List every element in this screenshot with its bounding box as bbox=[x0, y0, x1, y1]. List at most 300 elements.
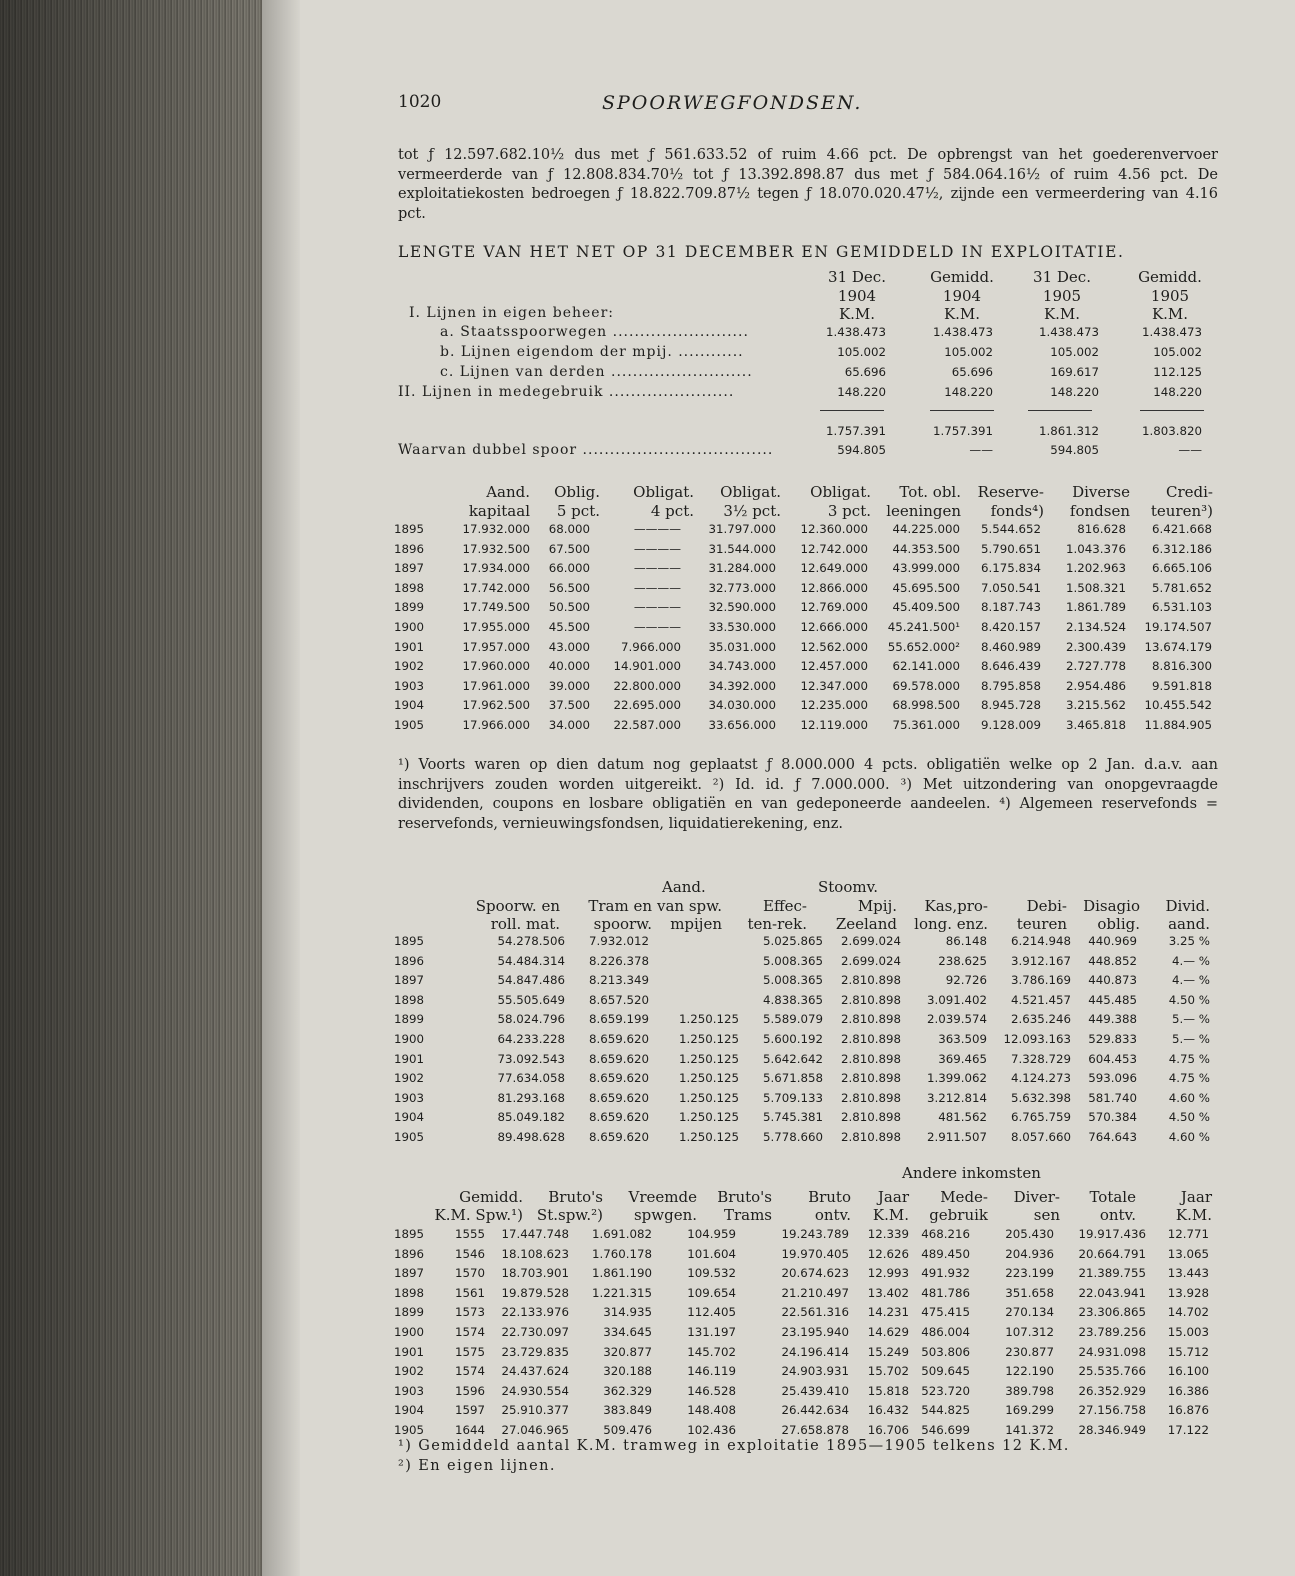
fin1-cell: 67.500 bbox=[548, 541, 590, 556]
fin1-cell: 1.202.963 bbox=[1065, 561, 1126, 576]
income-header: Trams bbox=[723, 1206, 772, 1224]
sum-rule bbox=[820, 410, 884, 411]
fin2-cell: 64.233.228 bbox=[497, 1032, 565, 1046]
fin2-header: mpijen bbox=[670, 915, 722, 933]
income-header: Bruto's bbox=[548, 1188, 603, 1206]
income-cell: 1.221.315 bbox=[591, 1285, 652, 1300]
fin1-cell: 3.465.818 bbox=[1065, 718, 1126, 732]
income-cell: 509.476 bbox=[603, 1423, 652, 1437]
fin2-cell: 1.250.125 bbox=[678, 1110, 739, 1125]
fin1-cell: 44.353.500 bbox=[892, 541, 960, 556]
fin1-cell: 7.966.000 bbox=[620, 639, 681, 654]
fin2-cell: 4.838.365 bbox=[762, 992, 823, 1007]
fin2-cell: 8.659.620 bbox=[588, 1071, 649, 1086]
fin1-cell: 17.960.000 bbox=[462, 659, 530, 674]
fin1-header: Aand. bbox=[486, 483, 530, 501]
fin1-cell: 6.312.186 bbox=[1151, 541, 1212, 556]
income-cell: 17.447.748 bbox=[501, 1227, 569, 1241]
fin2-cell: 4.60 % bbox=[1168, 1130, 1210, 1144]
fin1-cell: 14.901.000 bbox=[613, 659, 681, 674]
income-header: ontv. bbox=[814, 1206, 851, 1224]
double-track-value: 594.805 bbox=[1050, 443, 1099, 457]
income-cell: 27.156.758 bbox=[1078, 1403, 1146, 1418]
income-cell: 27.658.878 bbox=[781, 1423, 849, 1437]
fin2-cell: 481.562 bbox=[938, 1110, 987, 1125]
fin1-cell: 13.674.179 bbox=[1144, 639, 1212, 654]
fin2-cell: 2.810.898 bbox=[840, 1051, 901, 1066]
fin1-cell: 45.695.500 bbox=[892, 580, 960, 595]
fin1-header: kapitaal bbox=[468, 502, 530, 520]
income-cell: 17.122 bbox=[1167, 1423, 1209, 1437]
length-cell: 148.220 bbox=[1153, 385, 1202, 399]
fin2-header: Zeeland bbox=[835, 915, 897, 933]
length-cell: 169.617 bbox=[1050, 365, 1099, 379]
income-cell: 26.352.929 bbox=[1078, 1383, 1146, 1398]
fin1-cell: 5.544.652 bbox=[980, 522, 1041, 536]
fin1-header: Diverse bbox=[1072, 483, 1130, 501]
fin1-year: 1902 bbox=[394, 659, 425, 674]
fin1-cell: 66.000 bbox=[548, 561, 590, 576]
fin2-header: ten-rek. bbox=[747, 915, 807, 933]
fin2-cell: 4.50 % bbox=[1168, 992, 1210, 1007]
income-header: ontv. bbox=[1099, 1206, 1136, 1224]
fin2-cell: 2.039.574 bbox=[926, 1012, 987, 1027]
fin2-year: 1895 bbox=[394, 934, 425, 948]
income-cell: 13.443 bbox=[1167, 1266, 1209, 1281]
fin2-cell: 8.659.620 bbox=[588, 1130, 649, 1144]
length-cell: 1.438.473 bbox=[1141, 325, 1202, 339]
income-cell: 22.561.316 bbox=[781, 1305, 849, 1320]
fin2-cell: 2.699.024 bbox=[840, 934, 901, 948]
fin1-cell: 5.781.652 bbox=[1151, 580, 1212, 595]
income-cell: 489.450 bbox=[921, 1246, 970, 1261]
income-cell: 23.729.835 bbox=[501, 1344, 569, 1359]
income-cell: 24.196.414 bbox=[781, 1344, 849, 1359]
income-cell: 21.389.755 bbox=[1078, 1266, 1146, 1281]
fin1-cell: 17.966.000 bbox=[462, 718, 530, 732]
fin1-cell: 12.649.000 bbox=[800, 561, 868, 576]
fin2-cell: 8.057.660 bbox=[1010, 1130, 1071, 1144]
income-cell: 146.119 bbox=[687, 1364, 736, 1379]
fin2-cell: 12.093.163 bbox=[1003, 1032, 1071, 1046]
fin1-cell: 31.544.000 bbox=[708, 541, 776, 556]
fin1-cell: 11.884.905 bbox=[1144, 718, 1212, 732]
fin1-cell: 45.241.500¹ bbox=[887, 620, 960, 634]
fin2-cell: 92.726 bbox=[945, 973, 987, 988]
income-header: Totale bbox=[1089, 1188, 1136, 1206]
income-cell: 22.133.976 bbox=[501, 1305, 569, 1320]
sum-rule bbox=[1028, 410, 1092, 411]
fin1-cell: ———— bbox=[633, 541, 681, 556]
fin1-cell: 8.795.858 bbox=[980, 678, 1041, 693]
income-cell: 12.339 bbox=[867, 1227, 909, 1241]
fin1-cell: 34.392.000 bbox=[708, 678, 776, 693]
fin2-year: 1905 bbox=[394, 1130, 425, 1144]
fin1-year: 1898 bbox=[394, 580, 425, 595]
fin2-cell: 2.810.898 bbox=[840, 1032, 901, 1046]
length-col-header: 1904 bbox=[837, 287, 877, 305]
fin1-cell: ———— bbox=[633, 620, 681, 634]
fin2-cell: 8.659.620 bbox=[588, 1110, 649, 1125]
income-cell: 20.674.623 bbox=[781, 1266, 849, 1281]
income-cell: 16.100 bbox=[1167, 1364, 1209, 1379]
fin2-header: Spoorw. en bbox=[475, 897, 560, 915]
income-cell: 1.861.190 bbox=[591, 1266, 652, 1281]
fin1-cell: 33.656.000 bbox=[708, 718, 776, 732]
fin1-cell: 50.500 bbox=[548, 600, 590, 615]
fin1-year: 1903 bbox=[394, 678, 425, 693]
income-header: K.M. bbox=[1175, 1206, 1212, 1224]
income-cell: 503.806 bbox=[921, 1344, 970, 1359]
fin2-cell: 5.008.365 bbox=[762, 973, 823, 988]
income-year: 1902 bbox=[394, 1364, 425, 1379]
income-cell: 14.231 bbox=[867, 1305, 909, 1320]
fin1-cell: 1.043.376 bbox=[1065, 541, 1126, 556]
fin1-header: 3 pct. bbox=[827, 502, 871, 520]
fin1-cell: 34.000 bbox=[548, 718, 590, 732]
fin2-cell: 6.214.948 bbox=[1010, 934, 1071, 948]
fin1-cell: 6.531.103 bbox=[1151, 600, 1212, 615]
income-year: 1896 bbox=[394, 1246, 425, 1261]
fin2-cell: 2.810.898 bbox=[840, 1130, 901, 1144]
fin1-header: fondsen bbox=[1069, 502, 1130, 520]
fin1-cell: 12.742.000 bbox=[800, 541, 868, 556]
length-col-header: K.M. bbox=[838, 305, 876, 323]
fin1-cell: 8.945.728 bbox=[980, 698, 1041, 713]
fin1-year: 1905 bbox=[394, 718, 425, 732]
income-cell: 19.879.528 bbox=[501, 1285, 569, 1300]
fin1-cell: 9.128.009 bbox=[980, 718, 1041, 732]
fin1-year: 1897 bbox=[394, 561, 425, 576]
income-cell: 362.329 bbox=[603, 1383, 652, 1398]
fin1-cell: 6.421.668 bbox=[1151, 522, 1212, 536]
fin1-header: 5 pct. bbox=[556, 502, 600, 520]
length-col-header: 1905 bbox=[1042, 287, 1082, 305]
fin1-cell: 55.652.000² bbox=[887, 639, 960, 654]
fin1-cell: 6.665.106 bbox=[1151, 561, 1212, 576]
length-cell: 1.438.473 bbox=[825, 325, 886, 339]
fin2-cell: 5.642.642 bbox=[762, 1051, 823, 1066]
length-cell: 1.438.473 bbox=[932, 325, 993, 339]
aand-header: Aand. bbox=[662, 878, 706, 896]
fin2-cell: 81.293.168 bbox=[497, 1090, 565, 1105]
fin2-cell: 2.911.507 bbox=[926, 1130, 987, 1144]
fin1-cell: ———— bbox=[633, 600, 681, 615]
fin2-cell: 85.049.182 bbox=[497, 1110, 565, 1125]
fin2-cell: 54.847.486 bbox=[497, 973, 565, 988]
fin1-cell: 2.727.778 bbox=[1065, 659, 1126, 674]
fin2-cell: 2.810.898 bbox=[840, 1090, 901, 1105]
income-cell: 14.629 bbox=[867, 1325, 909, 1339]
fin2-cell: 764.643 bbox=[1088, 1130, 1137, 1144]
fin1-cell: 40.000 bbox=[548, 659, 590, 674]
income-cell: 145.702 bbox=[687, 1344, 736, 1359]
income-header: K.M. bbox=[872, 1206, 909, 1224]
income-year: 1903 bbox=[394, 1383, 425, 1398]
length-total: 1.803.820 bbox=[1141, 424, 1202, 438]
income-cell: 18.703.901 bbox=[501, 1266, 569, 1281]
fin1-cell: 34.743.000 bbox=[708, 659, 776, 674]
income-header: Jaar bbox=[1180, 1188, 1212, 1206]
fin2-cell: 73.092.543 bbox=[497, 1051, 565, 1066]
fin1-cell: 44.225.000 bbox=[892, 522, 960, 536]
income-cell: 14.702 bbox=[1167, 1305, 1209, 1320]
income-cell: 101.604 bbox=[687, 1246, 736, 1261]
fin1-cell: 45.500 bbox=[548, 620, 590, 634]
income-cell: 1573 bbox=[454, 1305, 485, 1320]
income-cell: 270.134 bbox=[1005, 1305, 1054, 1320]
fin2-year: 1903 bbox=[394, 1090, 425, 1105]
fin1-cell: 8.187.743 bbox=[980, 600, 1041, 615]
fin2-cell: 4.60 % bbox=[1168, 1090, 1210, 1105]
fin2-cell: 4.— % bbox=[1171, 973, 1210, 988]
income-cell: 27.046.965 bbox=[501, 1423, 569, 1437]
income-cell: 16.706 bbox=[867, 1423, 909, 1437]
fin2-cell: 604.453 bbox=[1088, 1051, 1137, 1066]
fin1-cell: 17.932.000 bbox=[462, 522, 530, 536]
fin1-year: 1895 bbox=[394, 522, 425, 536]
fin1-header: leeningen bbox=[886, 502, 961, 520]
fin2-cell: 8.657.520 bbox=[588, 992, 649, 1007]
length-total: 1.757.391 bbox=[932, 424, 993, 438]
group-label: I. Lijnen in eigen beheer: bbox=[409, 305, 614, 321]
fin1-cell: 7.050.541 bbox=[980, 580, 1041, 595]
income-cell: 13.928 bbox=[1167, 1285, 1209, 1300]
income-cell: 23.789.256 bbox=[1078, 1325, 1146, 1339]
fin2-header: roll. mat. bbox=[490, 915, 560, 933]
income-header: Gemidd. bbox=[459, 1188, 523, 1206]
income-header: Diver- bbox=[1013, 1188, 1060, 1206]
fin2-cell: 1.250.125 bbox=[678, 1032, 739, 1046]
income-cell: 25.910.377 bbox=[501, 1403, 569, 1418]
fin2-cell: 2.810.898 bbox=[840, 1012, 901, 1027]
length-total: 1.757.391 bbox=[825, 424, 886, 438]
fin2-header: Disagio bbox=[1083, 897, 1140, 915]
fin1-cell: 17.957.000 bbox=[462, 639, 530, 654]
fin1-cell: 12.119.000 bbox=[800, 718, 868, 732]
length-cell: 105.002 bbox=[944, 345, 993, 359]
income-cell: 131.197 bbox=[687, 1325, 736, 1339]
income-cell: 15.249 bbox=[867, 1344, 909, 1359]
income-cell: 15.818 bbox=[867, 1383, 909, 1398]
income-year: 1905 bbox=[394, 1423, 425, 1437]
double-track-value: —— bbox=[1178, 443, 1202, 457]
fin1-cell: 17.934.000 bbox=[462, 561, 530, 576]
income-cell: 12.993 bbox=[867, 1266, 909, 1281]
fin2-header: spoorw. bbox=[593, 915, 652, 933]
fin1-cell: ———— bbox=[633, 522, 681, 536]
fin2-cell: 2.699.024 bbox=[840, 953, 901, 968]
fin2-cell: 2.810.898 bbox=[840, 992, 901, 1007]
fin2-cell: 5.025.865 bbox=[762, 934, 823, 948]
fin2-cell: 8.659.620 bbox=[588, 1032, 649, 1046]
length-row-label: c. Lijnen van derden .......................... bbox=[440, 364, 753, 380]
fin2-cell: 363.509 bbox=[938, 1032, 987, 1046]
income-cell: 25.439.410 bbox=[781, 1383, 849, 1398]
length-cell: 105.002 bbox=[837, 345, 886, 359]
fin1-header: 3½ pct. bbox=[723, 502, 781, 520]
fin2-cell: 8.226.378 bbox=[588, 953, 649, 968]
income-header: gebruik bbox=[929, 1206, 988, 1224]
income-cell: 24.931.098 bbox=[1078, 1344, 1146, 1359]
length-col-header: Gemidd. bbox=[930, 268, 994, 286]
income-cell: 102.436 bbox=[687, 1423, 736, 1437]
fin2-cell: 2.810.898 bbox=[840, 1110, 901, 1125]
fin1-cell: 1.508.321 bbox=[1065, 580, 1126, 595]
income-cell: 509.645 bbox=[921, 1364, 970, 1379]
fin1-cell: 10.455.542 bbox=[1144, 698, 1212, 713]
income-cell: 148.408 bbox=[687, 1403, 736, 1418]
fin2-year: 1899 bbox=[394, 1012, 425, 1027]
fin1-cell: 12.235.000 bbox=[800, 698, 868, 713]
length-cell: 65.696 bbox=[844, 365, 886, 379]
fin2-cell: 5.745.381 bbox=[762, 1110, 823, 1125]
length-col-header: K.M. bbox=[943, 305, 981, 323]
income-cell: 334.645 bbox=[603, 1325, 652, 1339]
income-year: 1898 bbox=[394, 1285, 425, 1300]
fin1-cell: 69.578.000 bbox=[892, 678, 960, 693]
length-cell: 148.220 bbox=[944, 385, 993, 399]
fin1-cell: 2.954.486 bbox=[1065, 678, 1126, 693]
fin1-cell: 62.141.000 bbox=[892, 659, 960, 674]
running-title: SPOORWEGFONDSEN. bbox=[602, 92, 863, 114]
fin2-cell: 2.810.898 bbox=[840, 1071, 901, 1086]
length-cell: 105.002 bbox=[1153, 345, 1202, 359]
fin2-cell: 581.740 bbox=[1088, 1090, 1137, 1105]
fin1-cell: 1.861.789 bbox=[1065, 600, 1126, 615]
fin1-cell: 17.749.500 bbox=[462, 600, 530, 615]
fin2-cell: 8.213.349 bbox=[588, 973, 649, 988]
fin1-year: 1896 bbox=[394, 541, 425, 556]
income-cell: 223.199 bbox=[1005, 1266, 1054, 1281]
footnote-eigen-lijnen: ²) En eigen lijnen. bbox=[398, 1458, 556, 1474]
income-year: 1897 bbox=[394, 1266, 425, 1281]
fin2-cell: 5.600.192 bbox=[762, 1032, 823, 1046]
sum-rule bbox=[1140, 410, 1204, 411]
income-header: St.spw.²) bbox=[536, 1206, 603, 1224]
fin2-header: van spw. bbox=[657, 897, 722, 915]
fin2-year: 1902 bbox=[394, 1071, 425, 1086]
fin1-header: Obligat. bbox=[720, 483, 781, 501]
income-cell: 486.004 bbox=[921, 1325, 970, 1339]
income-cell: 146.528 bbox=[687, 1383, 736, 1398]
fin2-cell: 54.484.314 bbox=[497, 953, 565, 968]
fin2-cell: 570.384 bbox=[1088, 1110, 1137, 1125]
income-cell: 25.535.766 bbox=[1078, 1364, 1146, 1379]
fin2-cell: 449.388 bbox=[1088, 1012, 1137, 1027]
length-cell: 1.438.473 bbox=[1038, 325, 1099, 339]
fin1-cell: 32.590.000 bbox=[708, 600, 776, 615]
fin1-cell: 17.961.000 bbox=[462, 678, 530, 693]
income-cell: 320.877 bbox=[603, 1344, 652, 1359]
income-year: 1901 bbox=[394, 1344, 425, 1359]
fin1-cell: 17.955.000 bbox=[462, 620, 530, 634]
fin1-cell: 2.300.439 bbox=[1065, 639, 1126, 654]
fin1-cell: 9.591.818 bbox=[1151, 678, 1212, 693]
fin1-cell: ———— bbox=[633, 561, 681, 576]
footnotes-block: ¹) Voorts waren op dien datum nog geplaatst ƒ 8.000.000 4 pcts. obligatiën welke op 2 Jan. d.a.v. aan inschrijvers zouden worden uitgereikt. ²) Id. id. ƒ 7.000.000. ³) Met uitzondering van onopgevraagde dividenden, coupons en losbare obligatiën en van gedeponeerde aandeelen. ⁴) Algemeen reservefonds = reservefonds, vernieuwingsfondsen, liquidatierekening, enz. bbox=[398, 757, 1218, 832]
fin1-cell: 68.000 bbox=[548, 522, 590, 536]
fin2-cell: 2.810.898 bbox=[840, 973, 901, 988]
fin2-cell: 4.— % bbox=[1171, 953, 1210, 968]
fin1-header: Reserve- bbox=[977, 483, 1044, 501]
book-page-edge bbox=[0, 0, 262, 1576]
income-cell: 23.195.940 bbox=[781, 1325, 849, 1339]
fin1-year: 1901 bbox=[394, 639, 425, 654]
income-cell: 22.730.097 bbox=[501, 1325, 569, 1339]
fin1-cell: 816.628 bbox=[1077, 522, 1126, 536]
fin1-cell: 43.000 bbox=[548, 639, 590, 654]
fin2-cell: 5.671.858 bbox=[762, 1071, 823, 1086]
income-cell: 481.786 bbox=[921, 1285, 970, 1300]
fin1-year: 1904 bbox=[394, 698, 425, 713]
fin1-cell: 32.773.000 bbox=[708, 580, 776, 595]
fin2-cell: 4.50 % bbox=[1168, 1110, 1210, 1125]
fin1-cell: 68.998.500 bbox=[892, 698, 960, 713]
income-cell: 1644 bbox=[454, 1423, 485, 1437]
double-track-value: —— bbox=[969, 443, 993, 457]
fin2-year: 1904 bbox=[394, 1110, 425, 1125]
income-cell: 1555 bbox=[454, 1227, 485, 1241]
fin1-cell: 12.562.000 bbox=[800, 639, 868, 654]
fin1-cell: 37.500 bbox=[548, 698, 590, 713]
fin2-header: Tram en bbox=[588, 897, 652, 915]
fin2-cell: 238.625 bbox=[938, 953, 987, 968]
income-cell: 204.936 bbox=[1005, 1246, 1054, 1261]
fin1-header: teuren³) bbox=[1150, 502, 1213, 520]
fin2-cell: 8.659.199 bbox=[588, 1012, 649, 1027]
fin2-year: 1900 bbox=[394, 1032, 425, 1046]
fin2-cell: 4.75 % bbox=[1168, 1051, 1210, 1066]
fin1-cell: 22.695.000 bbox=[613, 698, 681, 713]
income-cell: 19.917.436 bbox=[1078, 1227, 1146, 1241]
fin1-cell: 8.460.989 bbox=[980, 639, 1041, 654]
fin1-cell: 45.409.500 bbox=[892, 600, 960, 615]
fin2-cell: 3.091.402 bbox=[926, 992, 987, 1007]
fin2-cell: 5.— % bbox=[1171, 1032, 1210, 1046]
income-cell: 19.970.405 bbox=[781, 1246, 849, 1261]
fin1-cell: 12.866.000 bbox=[800, 580, 868, 595]
fin2-cell: 77.634.058 bbox=[497, 1071, 565, 1086]
fin1-cell: 31.284.000 bbox=[708, 561, 776, 576]
fin1-cell: 56.500 bbox=[548, 580, 590, 595]
fin1-cell: 12.347.000 bbox=[800, 678, 868, 693]
income-cell: 1.760.178 bbox=[591, 1246, 652, 1261]
fin2-cell: 529.833 bbox=[1088, 1032, 1137, 1046]
fin2-cell: 2.635.246 bbox=[1010, 1012, 1071, 1027]
fin2-cell: 8.659.620 bbox=[588, 1090, 649, 1105]
income-cell: 12.626 bbox=[867, 1246, 909, 1261]
fin2-header: aand. bbox=[1168, 915, 1210, 933]
fin1-cell: 8.816.300 bbox=[1151, 659, 1212, 674]
income-cell: 16.386 bbox=[1167, 1383, 1209, 1398]
income-cell: 1574 bbox=[454, 1364, 485, 1379]
fin1-header: 4 pct. bbox=[650, 502, 694, 520]
fin2-cell: 5.632.398 bbox=[1010, 1090, 1071, 1105]
income-cell: 523.720 bbox=[921, 1383, 970, 1398]
fin1-year: 1899 bbox=[394, 600, 425, 615]
income-cell: 112.405 bbox=[687, 1305, 736, 1320]
fin1-cell: 12.360.000 bbox=[800, 522, 868, 536]
fin1-cell: 33.530.000 bbox=[708, 620, 776, 634]
income-year: 1895 bbox=[394, 1227, 425, 1241]
length-row-label: a. Staatsspoorwegen ......................... bbox=[440, 324, 749, 340]
fin2-cell: 54.278.506 bbox=[497, 934, 565, 948]
fin2-cell: 7.328.729 bbox=[1010, 1051, 1071, 1066]
fin1-cell: 17.932.500 bbox=[462, 541, 530, 556]
sum-rule bbox=[930, 410, 994, 411]
fin2-cell: 5.589.079 bbox=[762, 1012, 823, 1027]
